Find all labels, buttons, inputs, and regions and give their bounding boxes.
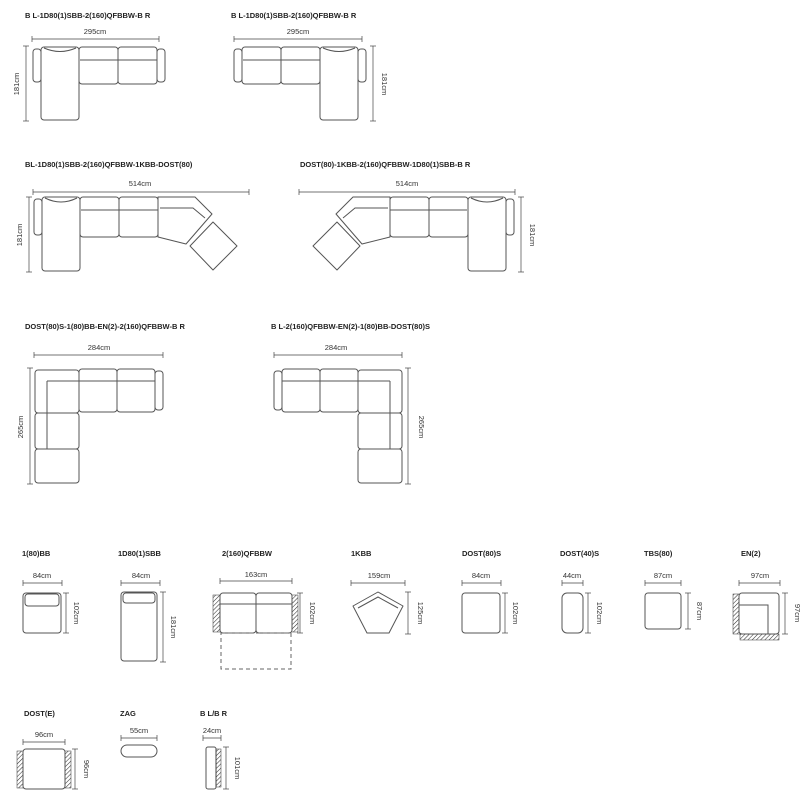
config-1-title: B L-1D80(1)SBB-2(160)QFBBW-B R: [25, 11, 151, 20]
config-4-title: DOST(80)-1KBB-2(160)QFBBW-1D80(1)SBB-B R: [300, 160, 471, 169]
module-1-80-bb-width-label: 84cm: [32, 571, 52, 580]
module-dost-e-width-label: 96cm: [34, 730, 54, 739]
module-1d80-1-sbb-title: 1D80(1)SBB: [118, 549, 161, 558]
config-2-width-dimension: [234, 27, 362, 42]
module-dost-40-s-depth-label: 102cm: [595, 601, 604, 625]
config-3-title: BL-1D80(1)SBB-2(160)QFBBW-1KBB-DOST(80): [25, 160, 193, 169]
config-3-width-label: 514cm: [128, 179, 152, 188]
module-1-80-bb-depth-label: 102cm: [72, 601, 81, 625]
module-1-80-bb: [22, 549, 81, 633]
module-en-2-width-label: 97cm: [750, 571, 770, 580]
module-2-160-qfbbw-title: 2(160)QFBBW: [222, 549, 273, 558]
config-6-diagram: [271, 322, 430, 484]
module-1d80-1-sbb: [118, 549, 178, 662]
module-1d80-1-sbb-depth-label: 181cm: [169, 615, 178, 639]
module-tbs-80-depth-label: 87cm: [695, 601, 704, 621]
config-6-width-dimension: [274, 343, 402, 358]
config-1-depth-label: 181cm: [12, 72, 21, 96]
config-3-width-dimension: [33, 179, 249, 195]
config-3-depth-label: 181cm: [15, 223, 24, 247]
module-dost-e-depth-label: 96cm: [82, 759, 91, 779]
module-dost-80-s-width-label: 84cm: [471, 571, 491, 580]
config-5-sofa-plan: [35, 369, 163, 483]
module-en-2-title: EN(2): [741, 549, 761, 558]
module-zag-width-label: 55cm: [129, 726, 149, 735]
config-3-diagram: [15, 160, 249, 272]
config-2-depth-label: 181cm: [380, 72, 389, 96]
config-2-depth-dimension: [370, 46, 389, 121]
config-5-depth-dimension: [16, 368, 33, 484]
config-5-title: DOST(80)S-1(80)BB-EN(2)-2(160)QFBBW-B R: [25, 322, 185, 331]
config-2-sofa-plan: [234, 47, 366, 120]
config-6-title: B L-2(160)QFBBW-EN(2)-1(80)BB-DOST(80)S: [271, 322, 431, 331]
module-zag: [120, 709, 157, 757]
module-en-2-depth-label: 97cm: [793, 603, 802, 623]
config-5-width-label: 284cm: [87, 343, 111, 352]
config-5-diagram: [16, 322, 185, 484]
module-en-2: [733, 549, 802, 640]
module-dost-80-s: [462, 549, 520, 633]
config-3-sofa-plan: [34, 197, 237, 271]
module-tbs-80: [644, 549, 704, 629]
module-1kbb-depth-label: 125cm: [416, 601, 425, 625]
module-dost-e: [17, 709, 91, 789]
config-5-width-dimension: [34, 343, 163, 358]
config-1-sofa-plan: [33, 47, 165, 120]
module-2-160-qfbbw-width-label: 163cm: [244, 570, 268, 579]
config-4-diagram: [299, 160, 537, 272]
module-1kbb-title: 1KBB: [351, 549, 372, 558]
module-zag-title: ZAG: [120, 709, 136, 718]
module-1-80-bb-title: 1(80)BB: [22, 549, 51, 558]
module-2-160-qfbbw: [213, 549, 317, 669]
module-dost-80-s-depth-label: 102cm: [511, 601, 520, 625]
module-1d80-1-sbb-width-label: 84cm: [131, 571, 151, 580]
module-bl-br-width-label: 24cm: [202, 726, 222, 735]
module-2-160-qfbbw-depth-label: 102cm: [308, 601, 317, 625]
module-tbs-80-title: TBS(80): [644, 549, 673, 558]
config-4-width-dimension: [299, 179, 515, 195]
module-bl-br-depth-label: 101cm: [233, 756, 242, 780]
config-6-depth-dimension: [405, 368, 426, 484]
config-1-diagram: [12, 11, 165, 121]
module-dost-e-title: DOST(E): [24, 709, 55, 718]
module-1kbb-width-label: 159cm: [367, 571, 391, 580]
config-2-title: B L-1D80(1)SBB-2(160)QFBBW-B R: [231, 11, 357, 20]
config-6-width-label: 284cm: [324, 343, 348, 352]
module-bl-br-title: B L/B R: [200, 709, 228, 718]
module-dost-40-s-title: DOST(40)S: [560, 549, 600, 558]
module-bl-br: [200, 709, 242, 789]
config-1-width-dimension: [32, 27, 159, 42]
module-dost-40-s: [560, 549, 604, 633]
module-1kbb: [351, 549, 425, 634]
module-dost-40-s-width-label: 44cm: [562, 571, 582, 580]
config-5-depth-label: 265cm: [16, 415, 25, 439]
config-4-depth-label: 181cm: [528, 223, 537, 247]
config-3-depth-dimension: [15, 197, 32, 272]
module-tbs-80-width-label: 87cm: [653, 571, 673, 580]
config-4-depth-dimension: [518, 197, 537, 272]
config-2-width-label: 295cm: [286, 27, 310, 36]
config-4-sofa-plan: [313, 197, 514, 271]
config-1-width-label: 295cm: [83, 27, 107, 36]
config-6-depth-label: 265cm: [417, 415, 426, 439]
config-6-sofa-plan: [274, 369, 402, 483]
config-1-depth-dimension: [12, 46, 29, 121]
config-2-diagram: [231, 11, 389, 121]
config-4-width-label: 514cm: [395, 179, 419, 188]
module-dost-80-s-title: DOST(80)S: [462, 549, 502, 558]
